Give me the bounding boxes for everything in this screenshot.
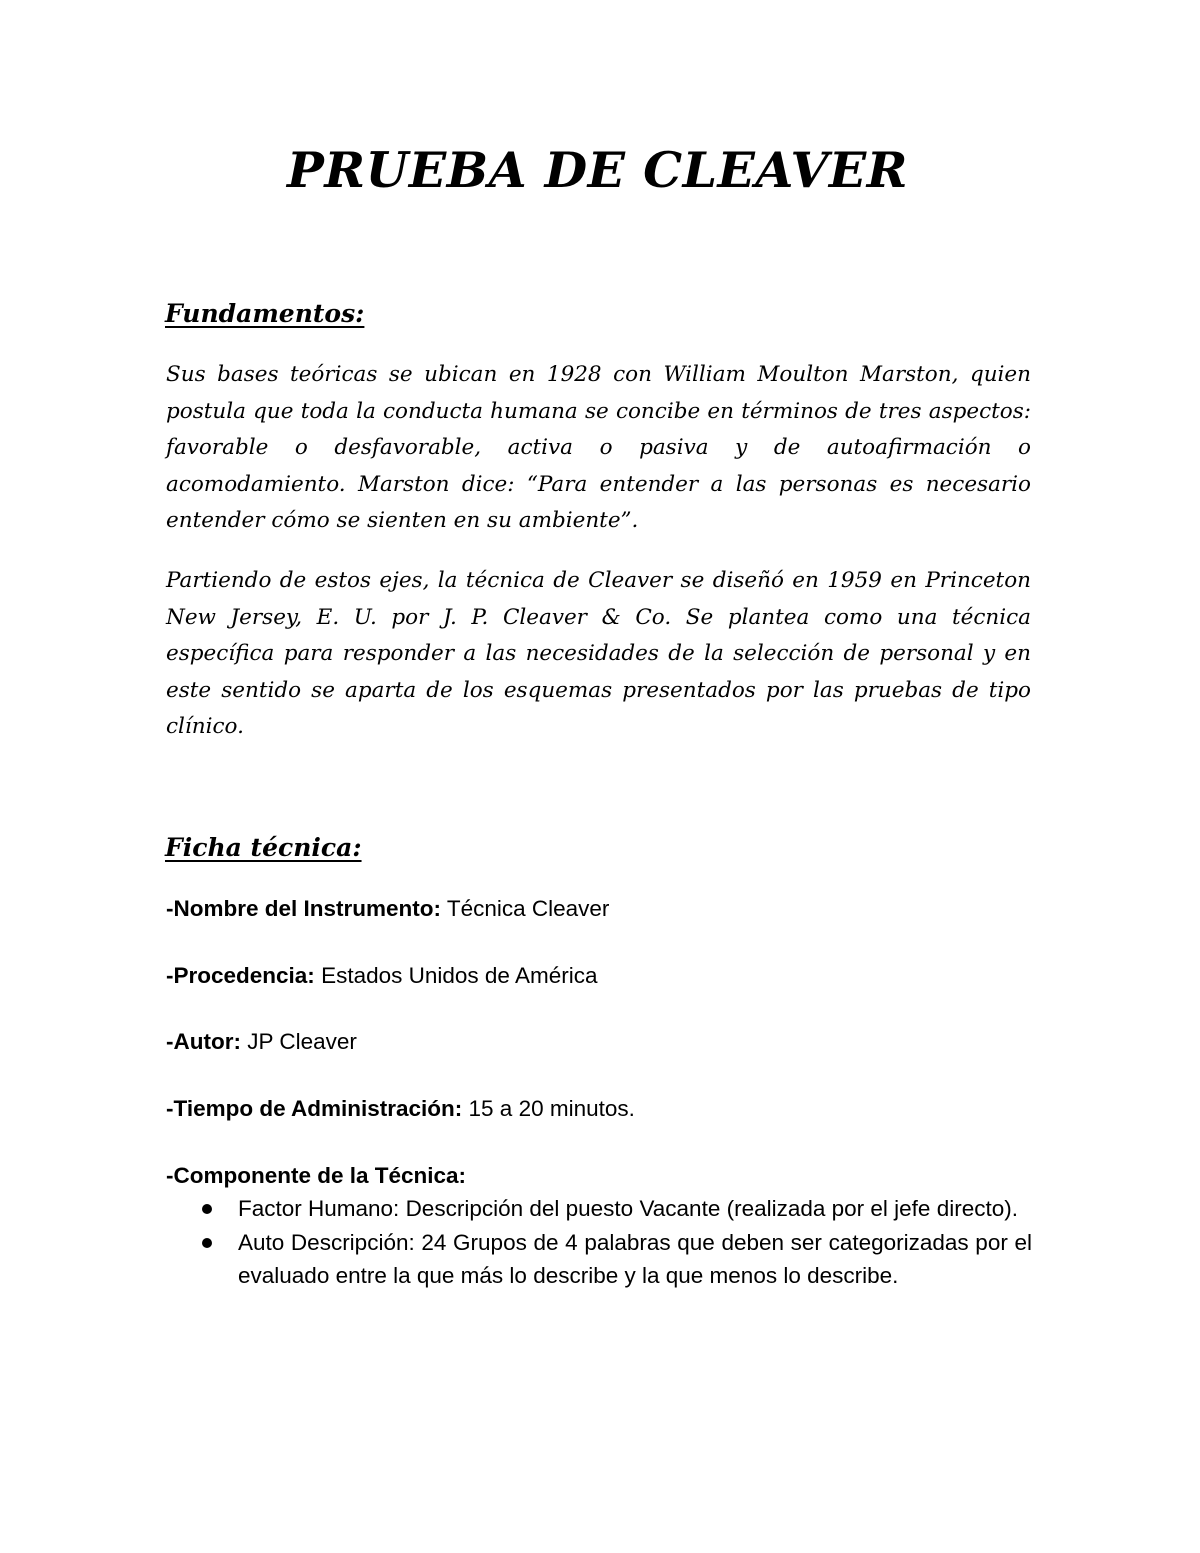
field-procedencia	[166, 960, 597, 992]
field-autor	[166, 1026, 357, 1058]
field-componente-tecnica	[166, 1160, 466, 1192]
field-value: Estados Unidos de América	[314, 963, 598, 988]
document-title: PRUEBA DE CLEAVER	[287, 141, 908, 199]
fundamentos-paragraph-2: Partiendo de estos ejes, la técnica de Cleaver se diseñó en 1959 en Princeton New Jersey, E. U. por J. P. Cleaver & Co. Se plantea como una técnica específica para responder a las necesidades de la selección de personal y en este sentido se aparta de los esquemas presentados por las pruebas de tipo clínico.	[166, 568, 1031, 739]
field-label: -Componente de la Técnica:	[166, 1163, 467, 1188]
field-value: Técnica Cleaver	[441, 896, 610, 921]
field-tiempo-administracion	[166, 1093, 635, 1125]
field-label: -Nombre del Instrumento:	[166, 896, 442, 921]
field-value: JP Cleaver	[240, 1029, 357, 1054]
list-item-text: Factor Humano: Descripción del puesto Vacante (realizada por el jefe directo).	[238, 1196, 1018, 1221]
field-label: -Autor:	[166, 1029, 241, 1054]
fundamentos-paragraph-1: Sus bases teóricas se ubican en 1928 con William Moulton Marston, quien postula que toda la conducta humana se concibe en términos de tres aspectos: favorable o desfavorable, activa o pasiva y de autoafirmación o acomodamiento. Marston dice: “Para entender a las personas es necesario entender cómo se sienten en su ambiente”.	[166, 362, 1031, 533]
field-label: -Procedencia:	[166, 963, 315, 988]
field-label: -Tiempo de Administración:	[166, 1096, 463, 1121]
field-value: 15 a 20 minutos.	[462, 1096, 635, 1121]
bullet-icon	[202, 1238, 212, 1248]
ficha-tecnica-heading: Ficha técnica:	[165, 833, 362, 862]
field-nombre-instrumento	[166, 893, 609, 925]
bullet-icon	[202, 1204, 212, 1214]
list-item	[166, 1192, 1032, 1226]
fundamentos-heading: Fundamentos:	[165, 299, 365, 328]
list-item	[166, 1226, 1032, 1293]
componentes-list	[166, 1192, 1032, 1293]
list-item-text: Auto Descripción: 24 Grupos de 4 palabras que deben ser categorizadas por el evaluado entre la que más lo describe y la que menos lo describe.	[238, 1229, 1032, 1288]
